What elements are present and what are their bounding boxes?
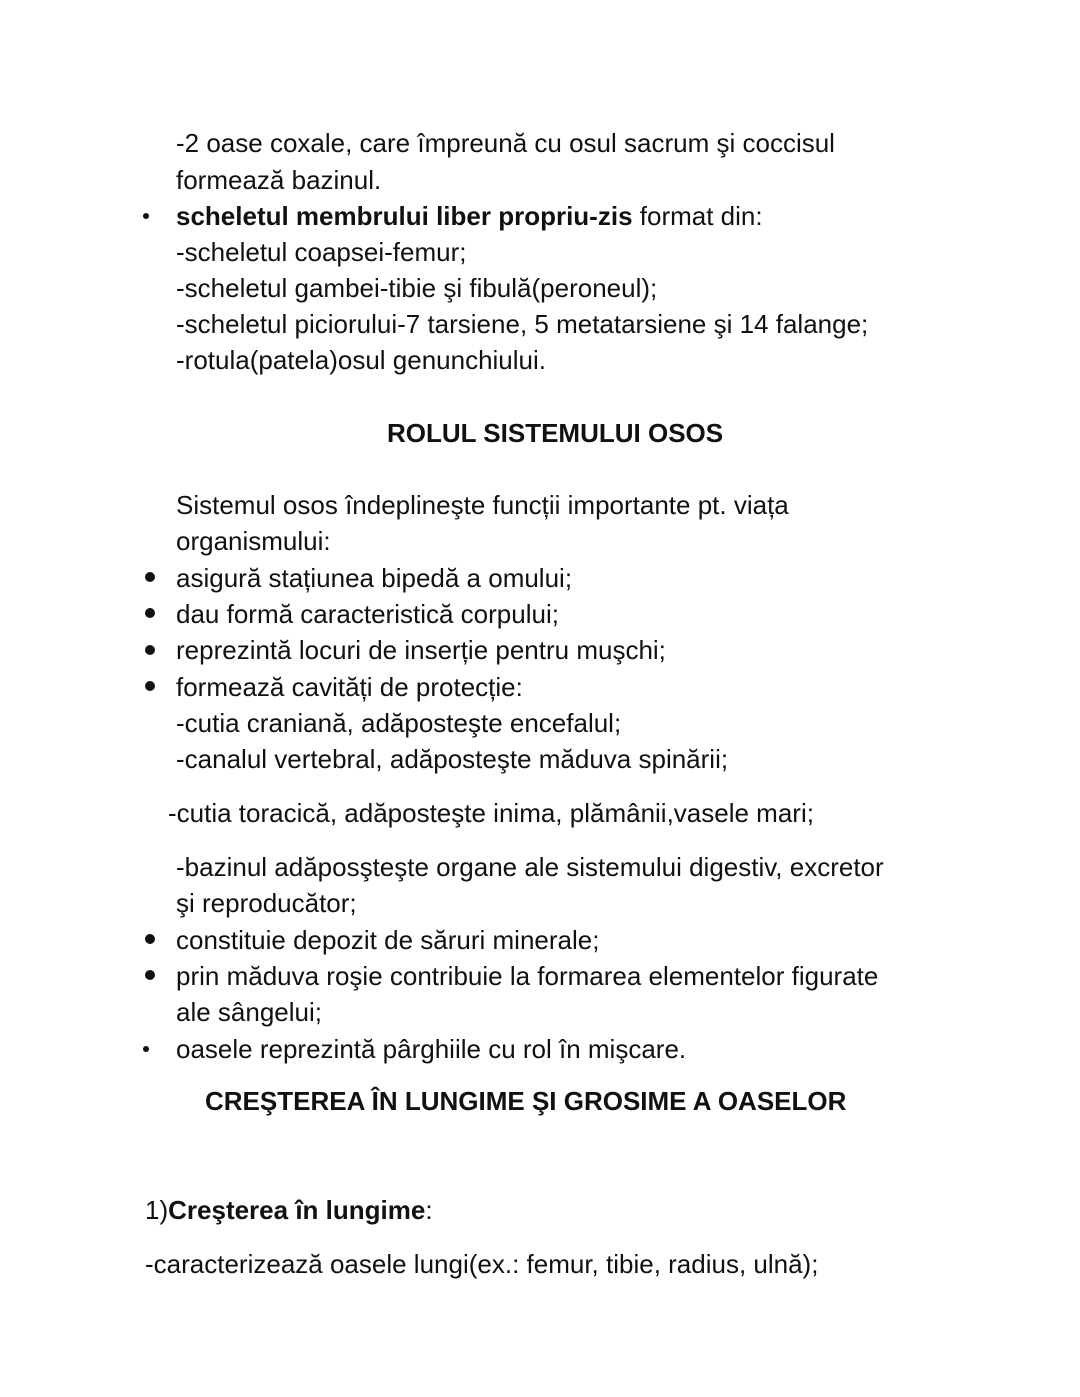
- sub-item: -cutia craniană, adăposteşte encefalul;: [176, 708, 622, 738]
- list-item: prin măduva roşie contribuie la formarea elementelor figurate: [176, 961, 879, 991]
- text-line: formează bazinul.: [176, 165, 382, 195]
- text-line: -caracterizează oasele lungi(ex.: femur, tibie, radius, ulnă);: [145, 1249, 819, 1279]
- bullet-icon: [145, 681, 155, 691]
- list-item: formează cavități de protecție:: [176, 672, 523, 702]
- bullet-icon: [145, 645, 155, 655]
- section-title: ROLUL SISTEMULUI OSOS: [387, 418, 724, 448]
- section-title: CREŞTEREA ÎN LUNGIME ŞI GROSIME A OASELOR: [205, 1086, 847, 1116]
- list-item: constituie depozit de săruri minerale;: [176, 925, 600, 955]
- subsection-title: [145, 1192, 433, 1228]
- intro-line: Sistemul osos îndeplineşte funcții importante pt. viața: [176, 490, 789, 520]
- bullet-icon: [145, 970, 155, 980]
- free-limb-heading: [176, 198, 763, 234]
- text-line: -2 oase coxale, care împreună cu osul sacrum şi coccisul: [176, 128, 835, 158]
- list-item: reprezintă locuri de inserție pentru muşchi;: [176, 635, 666, 665]
- bullet-icon: [145, 934, 155, 944]
- list-item: dau formă caracteristică corpului;: [176, 599, 559, 629]
- list-item: -scheletul coapsei-femur;: [176, 237, 467, 267]
- list-item: -scheletul gambei-tibie şi fibulă(peroneul);: [176, 273, 658, 303]
- sub-item: -bazinul adăposşteşte organe ale sistemului digestiv, excretor: [176, 852, 884, 882]
- sub-item: -canalul vertebral, adăposteşte măduva spinării;: [176, 744, 729, 774]
- bullet-icon: [145, 608, 155, 618]
- sub-item: şi reproducător;: [176, 888, 357, 918]
- text-span: format din:: [632, 201, 763, 231]
- bullet-icon: [143, 213, 149, 219]
- bold-term: scheletul membrului liber propriu-zis: [176, 201, 633, 231]
- sub-item: -cutia toracică, adăposteşte inima, plămânii,vasele mari;: [168, 798, 814, 828]
- list-item: -scheletul piciorului-7 tarsiene, 5 metatarsiene şi 14 falange;: [176, 309, 869, 339]
- list-item-continuation: ale sângelui;: [176, 997, 322, 1027]
- list-item: -rotula(patela)osul genunchiului.: [176, 345, 547, 375]
- list-item: oasele reprezintă pârghiile cu rol în mişcare.: [176, 1034, 687, 1064]
- intro-line: organismului:: [176, 526, 331, 556]
- bullet-icon: [145, 572, 155, 582]
- list-item: asigură stațiunea bipedă a omului;: [176, 563, 573, 593]
- bullet-icon: [143, 1046, 149, 1052]
- text-span: 1): [145, 1195, 169, 1225]
- text-span: :: [425, 1195, 433, 1225]
- bold-term: Creşterea în lungime: [168, 1195, 426, 1225]
